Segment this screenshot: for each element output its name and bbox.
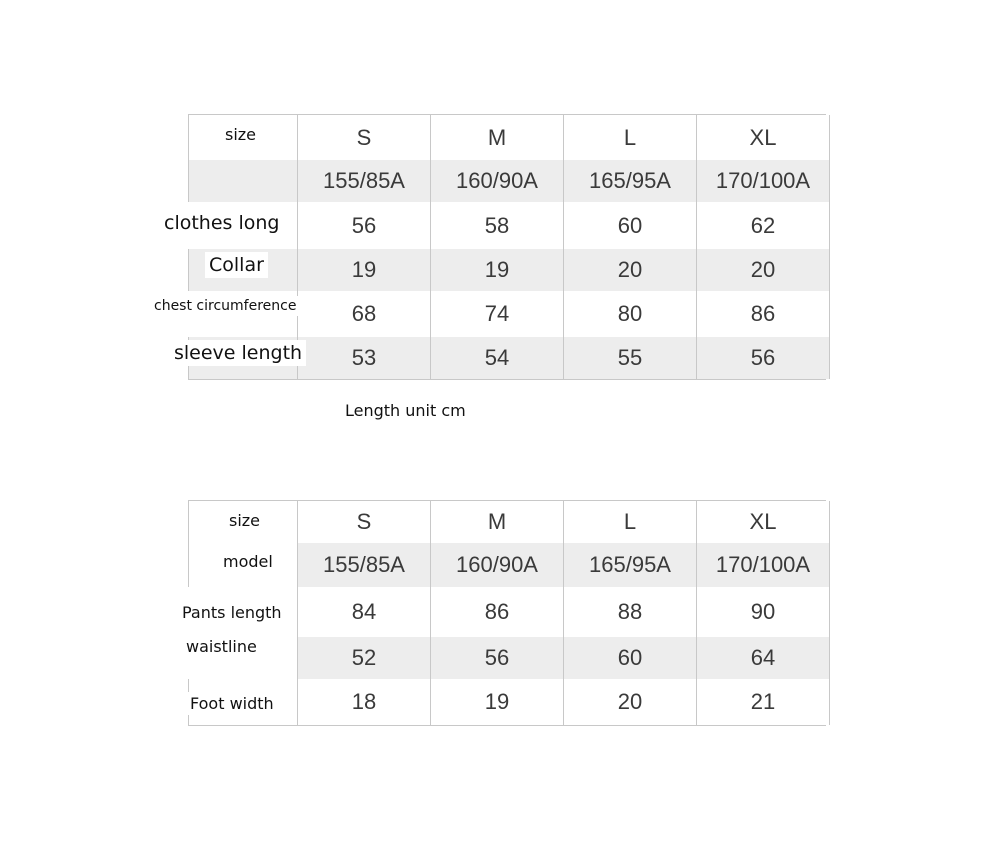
size-header: XL bbox=[696, 115, 830, 160]
table-cell: 18 bbox=[297, 679, 430, 725]
model-row bbox=[188, 160, 826, 202]
table-cell: 58 bbox=[430, 202, 563, 249]
table-cell: 88 bbox=[563, 587, 696, 637]
table-cell: 56 bbox=[297, 202, 430, 249]
row-label-cell bbox=[188, 679, 297, 725]
size-header: S bbox=[297, 115, 430, 160]
table-cell: 64 bbox=[696, 637, 830, 679]
table-cell: 60 bbox=[563, 202, 696, 249]
table-cell: 56 bbox=[696, 337, 830, 379]
table-cell: 19 bbox=[430, 679, 563, 725]
table-row bbox=[154, 291, 826, 337]
size-label: size bbox=[225, 509, 264, 532]
row-label-cell bbox=[188, 249, 297, 291]
table-cell: 53 bbox=[297, 337, 430, 379]
size-label: size bbox=[221, 123, 260, 146]
model-value: 155/85A bbox=[297, 543, 430, 587]
table-cell: 74 bbox=[430, 291, 563, 337]
row-label: clothes long bbox=[160, 210, 283, 236]
model-value: 170/100A bbox=[696, 543, 830, 587]
row-label-cell bbox=[174, 337, 303, 379]
size-header: M bbox=[430, 115, 563, 160]
size-label-cell bbox=[188, 501, 297, 543]
table-row bbox=[164, 202, 826, 249]
row-label: Foot width bbox=[186, 692, 278, 715]
row-label-cell bbox=[182, 587, 297, 637]
size-header: L bbox=[563, 115, 696, 160]
table-cell: 20 bbox=[563, 679, 696, 725]
row-label: chest circumference bbox=[150, 296, 300, 316]
model-row bbox=[188, 543, 826, 587]
model-value: 160/90A bbox=[430, 160, 563, 202]
row-label-cell bbox=[154, 291, 297, 337]
model-label-cell bbox=[188, 543, 297, 587]
table-cell: 56 bbox=[430, 637, 563, 679]
header-row bbox=[188, 115, 826, 160]
table-cell: 60 bbox=[563, 637, 696, 679]
size-header: S bbox=[297, 501, 430, 543]
table-cell: 86 bbox=[430, 587, 563, 637]
unit-note: Length unit cm bbox=[345, 401, 466, 420]
model-value: 165/95A bbox=[563, 543, 696, 587]
table-cell: 20 bbox=[563, 249, 696, 291]
size-label-cell bbox=[188, 115, 297, 160]
size-header: L bbox=[563, 501, 696, 543]
model-value: 160/90A bbox=[430, 543, 563, 587]
model-value: 170/100A bbox=[696, 160, 830, 202]
row-label-cell bbox=[164, 202, 297, 249]
table-cell: 90 bbox=[696, 587, 830, 637]
table-cell: 54 bbox=[430, 337, 563, 379]
size-header: M bbox=[430, 501, 563, 543]
table-cell: 68 bbox=[297, 291, 430, 337]
model-label-cell bbox=[188, 160, 297, 202]
table-cell: 80 bbox=[563, 291, 696, 337]
table-row bbox=[182, 587, 826, 637]
table-row bbox=[188, 637, 826, 679]
table-cell: 55 bbox=[563, 337, 696, 379]
model-value: 155/85A bbox=[297, 160, 430, 202]
table-cell: 21 bbox=[696, 679, 830, 725]
top-size-table bbox=[154, 114, 826, 380]
table-cell: 62 bbox=[696, 202, 830, 249]
table-cell: 19 bbox=[297, 249, 430, 291]
row-label: Pants length bbox=[178, 601, 286, 624]
bottom-size-table bbox=[182, 500, 826, 726]
row-label: waistline bbox=[182, 635, 290, 670]
model-value: 165/95A bbox=[563, 160, 696, 202]
size-header: XL bbox=[696, 501, 830, 543]
table-cell: 20 bbox=[696, 249, 830, 291]
table-cell: 52 bbox=[297, 637, 430, 679]
table-row bbox=[174, 337, 826, 379]
table-row bbox=[188, 679, 826, 725]
table-cell: 86 bbox=[696, 291, 830, 337]
row-label: Collar bbox=[205, 252, 268, 278]
row-label: sleeve length bbox=[170, 340, 306, 366]
model-label: model bbox=[217, 550, 279, 573]
row-label-cell bbox=[188, 637, 297, 679]
table-row bbox=[188, 249, 826, 291]
table-cell: 19 bbox=[430, 249, 563, 291]
table-cell: 84 bbox=[297, 587, 430, 637]
header-row bbox=[188, 501, 826, 543]
